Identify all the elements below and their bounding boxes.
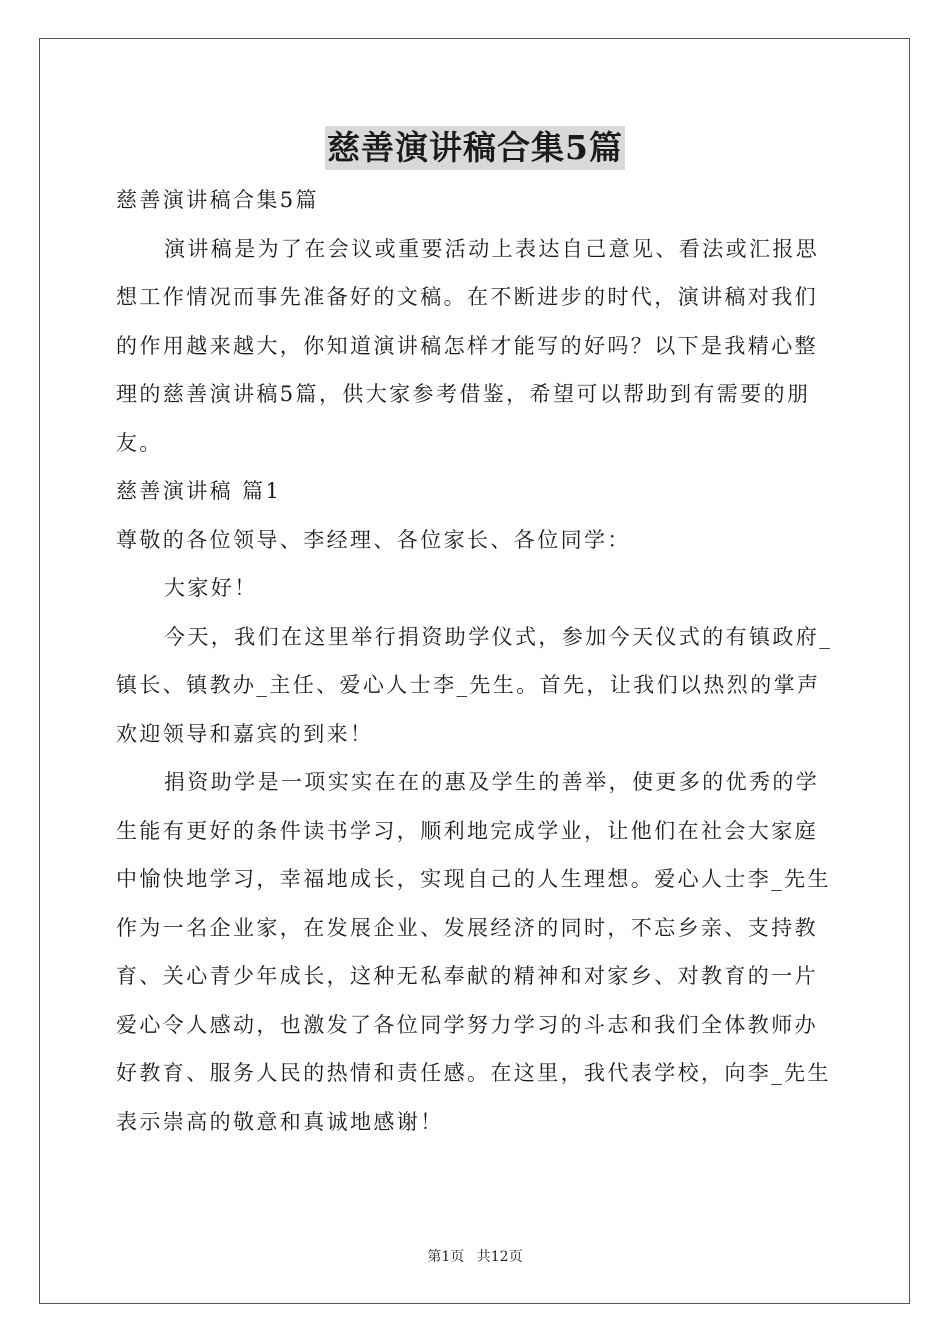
greeting: 大家好！ xyxy=(164,576,258,600)
page-total: 共12页 xyxy=(476,1249,523,1265)
section-heading: 慈善演讲稿 篇1 xyxy=(116,479,282,503)
intro-paragraph: 演讲稿是为了在会议或重要活动上表达自己意见、看法或汇报思想工作情况而事先准备好的文稿。在不断进步的时代，演讲稿对我们的作用越来越大，你知道演讲稿怎样才能写的好吗？以下是我精心整理的慈善演讲稿5篇，供大家参考借鉴，希望可以帮助到有需要的朋友。 xyxy=(116,236,820,455)
salutation: 尊敬的各位领导、李经理、各位家长、各位同学： xyxy=(116,527,631,552)
body-paragraph-1: 今天，我们在这里举行捐资助学仪式，参加今天仪式的有镇政府_镇长、镇教办_主任、爱心人士李_先生。首先，让我们以热烈的掌声欢迎领导和嘉宾的到来！ xyxy=(116,624,833,746)
page-number: 第1页 xyxy=(427,1249,465,1265)
document-title: 慈善演讲稿合集5篇 xyxy=(325,126,625,170)
body-paragraph-2: 捐资助学是一项实实在在的惠及学生的善举，使更多的优秀的学生能有更好的条件读书学习，顺利地完成学业，让他们在社会大家庭中愉快地学习，幸福地成长，实现自己的人生理想。爱心人士李_先生作为一名企业家，在发展企业、发展经济的同时，不忘乡亲、支持教育、关心青少年成长，这种无私奉献的精神和对家乡、对教育的一片爱心令人感动，也激发了各位同学努力学习的斗志和我们全体教师办好教育、服务人民的热情和责任感。在这里，我代表学校，向李_先生表示崇高的敬意和真诚地感谢！ xyxy=(116,770,831,1134)
page-footer xyxy=(0,1247,950,1267)
document-body xyxy=(116,176,836,1146)
document-subtitle: 慈善演讲稿合集5篇 xyxy=(116,188,319,212)
title-container xyxy=(0,126,950,170)
